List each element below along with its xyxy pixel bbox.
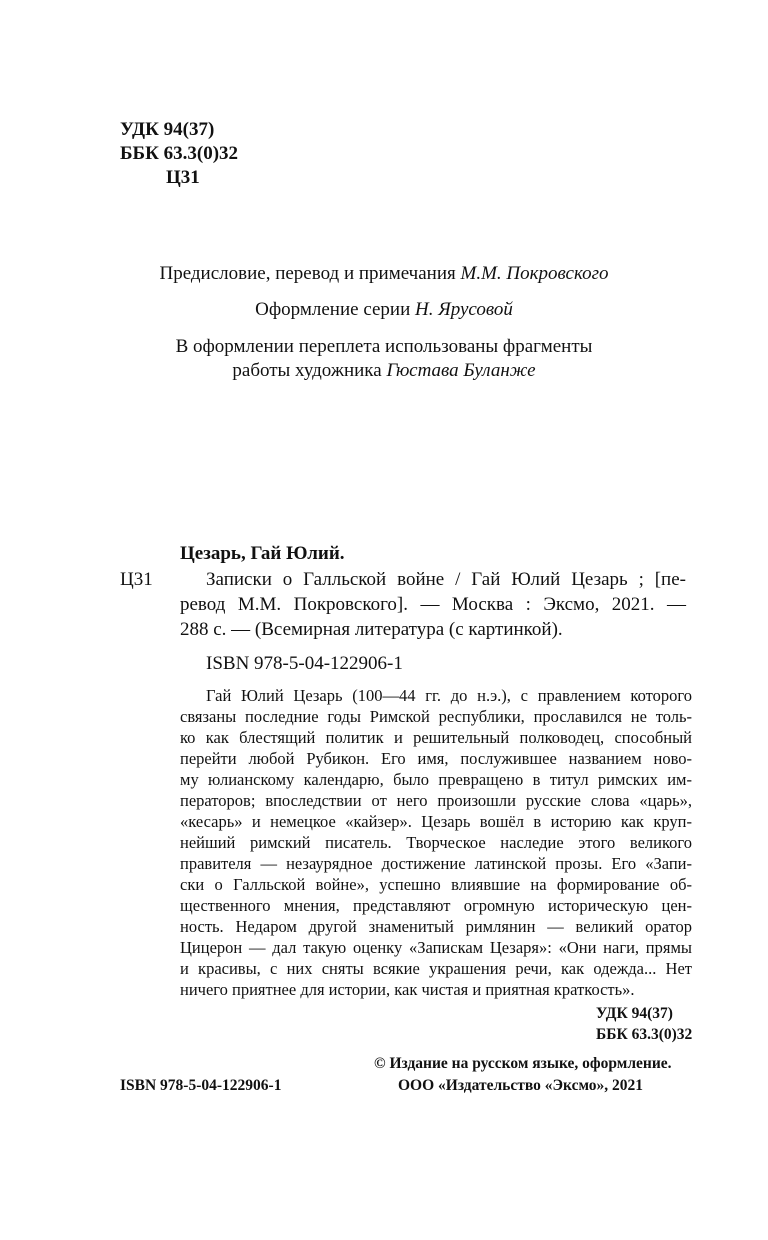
author-mark: Ц31 [166, 167, 200, 188]
credit-preface-translation [0, 262, 768, 286]
bbk-code: ББК 63.3(0)32 [120, 143, 239, 164]
annotation-udk: УДК 94(37) [596, 1005, 673, 1022]
annotation-line: «кесарь» и немецкое «кайзер». Цезарь вошёл в историю как круп- [180, 812, 692, 831]
credit-cover-art-line2 [0, 359, 768, 383]
annotation-line: Гай Юлий Цезарь (100—44 гг. до н.э.), с правлением которого [206, 686, 692, 705]
annotation-line: и красивы, с них сняты всякие украшения речи, как одежда... Нет [180, 959, 692, 978]
annotation-line: ность. Недаром другой знаменитый римлянин — великий оратор [180, 917, 692, 936]
credit-designer-name: Н. Ярусовой [415, 299, 513, 320]
annotation-line: щественного мнения, представляют огромную историческую цен- [180, 896, 692, 915]
credit-series-label: Оформление серии [255, 299, 416, 320]
annotation-line: му юлианскому календарю, было превращено в титул римских им- [180, 770, 692, 789]
annotation-line: Цицерон — дал такую оценку «Запискам Цезаря»: «Они наги, прямы [180, 938, 692, 957]
footer-isbn: ISBN 978-5-04-122906-1 [120, 1077, 282, 1094]
credit-cover-art-line1: В оформлении переплета использованы фрагменты [175, 336, 593, 357]
credit-artist-label: работы художника [232, 360, 387, 381]
credit-preface-label: Предисловие, перевод и примечания [159, 263, 461, 284]
copyright-line1: © Издание на русском языке, оформление. [374, 1055, 672, 1072]
copyright-line2: ООО «Издательство «Эксмо», 2021 [398, 1077, 644, 1094]
entry-line: Записки о Галльской войне / Гай Юлий Цезарь ; [пе- [206, 569, 686, 590]
annotation-line: ничего приятнее для истории, как чистая и приятная краткость». [180, 980, 635, 999]
entry-line: 288 с. — (Всемирная литература (с картинкой). [180, 619, 563, 640]
annotation-line: ски о Галльской войне», успешно влиявшие на формирование об- [180, 875, 692, 894]
annotation-line: ператоров; впоследствии от него произошли русские слова «царь», [180, 791, 692, 810]
credit-translator-name: М.М. Покровского [460, 263, 609, 284]
annotation-line: нейший римский писатель. Творческое наследие этого великого [180, 833, 692, 852]
annotation-line: связаны последние годы Римской республики, прославился не толь- [180, 707, 692, 726]
annotation-bbk: ББК 63.3(0)32 [596, 1026, 693, 1043]
credit-series-design [0, 298, 768, 322]
udk-code: УДК 94(37) [120, 119, 215, 140]
entry-isbn: ISBN 978-5-04-122906-1 [206, 653, 403, 674]
credit-artist-name: Гюстава Буланже [386, 360, 536, 381]
annotation-line: правителя — незаурядное достижение латинской прозы. Его «Запи- [180, 854, 692, 873]
entry-mark: Ц31 [120, 569, 153, 590]
annotation-line: перейти любой Рубикон. Его имя, послужившее названием ново- [180, 749, 692, 768]
entry-line: ревод М.М. Покровского]. — Москва : Эксмо, 2021. — [180, 594, 686, 615]
entry-author-heading: Цезарь, Гай Юлий. [180, 543, 345, 564]
annotation-line: ко как блестящий политик и решительный полководец, способный [180, 728, 692, 747]
